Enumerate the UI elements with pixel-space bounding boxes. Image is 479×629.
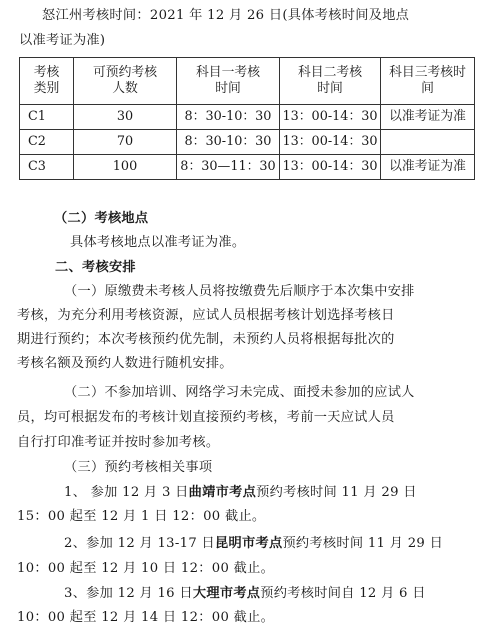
cell-category: C2 — [20, 130, 74, 155]
table-row — [20, 105, 475, 130]
venue-name: 大理市考点 — [192, 586, 261, 601]
header-capacity: 可预约考核 人数 — [74, 58, 177, 105]
cell-subject1-time: 8：30—11：30 — [177, 155, 280, 180]
header-subject2: 科目二考核 时间 — [280, 58, 381, 105]
cell-capacity: 30 — [74, 105, 177, 130]
header-category: 考核 类别 — [20, 58, 74, 105]
cell-subject3-time — [381, 130, 475, 155]
table-header-row — [20, 58, 475, 105]
header-subject1: 科目一考核 时间 — [177, 58, 280, 105]
cell-subject1-time: 8：30-10：30 — [177, 130, 280, 155]
cell-category: C1 — [20, 105, 74, 130]
section-location-text: 具体考核地点以准考证为准。 — [70, 235, 246, 250]
booking-item-3: 3、参加 12 月 16 日大理市考点预约考核时间自 12 月 6 日 — [64, 586, 426, 601]
cell-category: C3 — [20, 155, 74, 180]
exam-schedule-table — [19, 57, 475, 180]
cell-subject2-time: 13：00-14：30 — [280, 130, 381, 155]
paragraph-1-line: 考核名额及预约人数进行随机安排。 — [17, 356, 233, 371]
paragraph-2-line: 员，均可根据发布的考核计划直接预约考核，考前一天应试人员 — [17, 410, 395, 425]
cell-subject3-time: 以准考证为准 — [381, 155, 475, 180]
subsection-booking-heading: （三）预约考核相关事项 — [64, 460, 213, 475]
booking-item-1-cont: 15：00 起至 12 月 1 日 12：00 截止。 — [17, 509, 266, 524]
booking-item-3-cont: 10：00 起至 12 月 14 日 12：00 截止。 — [17, 610, 275, 625]
paragraph-2-line: 自行打印准考证并按时参加考核。 — [17, 435, 220, 450]
paragraph-2-line: （二）不参加培训、网络学习未完成、面授未参加的应试人 — [64, 385, 415, 400]
section-location-heading: （二）考核地点 — [54, 211, 149, 226]
header-subject3: 科目三考核时 间 — [381, 58, 475, 105]
booking-item-2-cont: 10：00 起至 12 月 10 日 12：00 截止。 — [17, 561, 275, 576]
paragraph-1-line: 考核，为充分利用考核资源，应试人员根据考核计划选择考核日 — [17, 308, 395, 323]
cell-subject2-time: 13：00-14：30 — [280, 155, 381, 180]
booking-item-2: 2、参加 12 月 13-17 日昆明市考点预约考核时间 11 月 29 日 — [64, 536, 444, 551]
venue-name: 曲靖市考点 — [188, 485, 257, 500]
cell-subject3-time: 以准考证为准 — [381, 105, 475, 130]
intro-line-2: 以准考证为准) — [19, 33, 106, 48]
booking-item-1: 1、 参加 12 月 3 日曲靖市考点预约考核时间 11 月 29 日 — [64, 485, 417, 500]
table-row — [20, 155, 475, 180]
cell-subject2-time: 13：00-14：30 — [280, 105, 381, 130]
paragraph-1-line: （一）原缴费未考核人员将按缴费先后顺序于本次集中安排 — [64, 284, 415, 299]
paragraph-1-line: 期进行预约；本次考核预约优先制，未预约人员将根据每批次的 — [17, 332, 395, 347]
section-arrangement-heading: 二、考核安排 — [55, 260, 136, 275]
venue-name: 昆明市考点 — [215, 536, 283, 551]
cell-capacity: 100 — [74, 155, 177, 180]
cell-subject1-time: 8：30-10：30 — [177, 105, 280, 130]
intro-line-1: 怒江州考核时间：2021 年 12 月 26 日(具体考核时间及地点 — [42, 8, 410, 23]
cell-capacity: 70 — [74, 130, 177, 155]
table-row — [20, 130, 475, 155]
